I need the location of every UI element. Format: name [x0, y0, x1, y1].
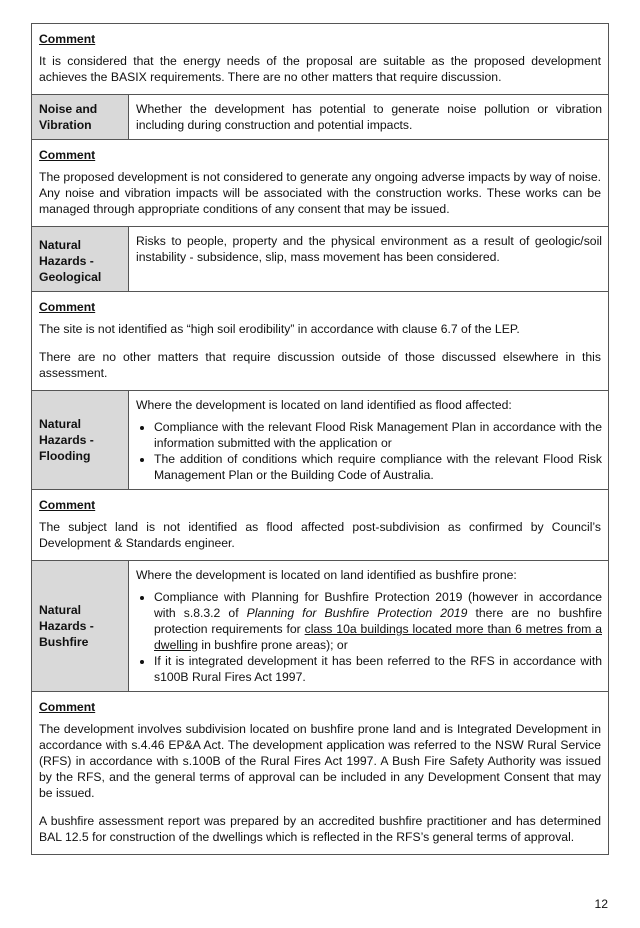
- row-label: Natural Hazards - Flooding: [32, 391, 129, 489]
- row-description: Whether the development has potential to generate noise pollution or vibration including during construction and potential impacts.: [136, 102, 602, 132]
- row-description: Where the development is located on land identified as bushfire prone:: [136, 568, 517, 582]
- comment-noise: [31, 139, 609, 226]
- comment-text: The subject land is not identified as flood affected post-subdivision as confirmed by Council’s Development & Standards engineer.: [39, 520, 601, 550]
- list-item: [154, 589, 602, 653]
- comment-text: The site is not identified as “high soil erodibility” in accordance with clause 6.7 of the LEP.: [39, 322, 520, 336]
- comment-heading: Comment: [39, 700, 96, 714]
- comment-text: A bushfire assessment report was prepared by an accredited bushfire practitioner and has determined BAL 12.5 for construction of the dwellings which is reflected in the RFS’s general terms of approval.: [39, 814, 601, 844]
- comment-energy: [31, 23, 609, 94]
- comment-heading: Comment: [39, 300, 96, 314]
- underlined-text: class 10a buildings located more than 6 metres from a dwelling: [154, 622, 602, 652]
- row-description: Risks to people, property and the physical environment as a result of geologic/soil instability - subsidence, slip, mass movement has been considered.: [136, 234, 602, 264]
- row-natural-hazards-geological: [31, 226, 609, 291]
- italic-title: Planning for Bushfire Protection 2019: [246, 606, 468, 620]
- comment-heading: Comment: [39, 32, 96, 46]
- row-label: Noise and Vibration: [32, 95, 129, 139]
- assessment-table: [31, 23, 609, 855]
- text-run: Compliance with Planning for Bushfire Protection 2019 (however in accordance with s.8.3.2 of: [154, 590, 602, 620]
- comment-flooding: [31, 489, 609, 560]
- list-item: • The addition of conditions which require compliance with the relevant Flood Risk Management Plan or the Building Code of Australia.: [154, 451, 602, 483]
- text-run: in bushfire prone areas); or: [198, 638, 348, 652]
- row-description: Where the development is located on land identified as flood affected:: [136, 398, 512, 412]
- comment-text: The proposed development is not considered to generate any ongoing adverse impacts by way of noise. Any noise and vibration impacts will be associated with the construction works. These works can be managed through appropriate conditions of any consent that may be issued.: [39, 170, 601, 216]
- comment-text: The development involves subdivision located on bushfire prone land and is Integrated Development in accordance with s.4.46 EP&A Act. The development application was referred to the NSW Rural Service (RFS) in accordance with s.100B of the Rural Fires Act 1997. A Bush Fire Safety Authority was issued by the RFS, and the general terms of approval can be included in any Development Consent that may be issued.: [39, 722, 601, 800]
- page-number: 12: [594, 897, 608, 911]
- row-noise-vibration: [31, 94, 609, 139]
- list-item: • Compliance with the relevant Flood Risk Management Plan in accordance with the information submitted with the application or: [154, 419, 602, 451]
- comment-heading: Comment: [39, 148, 96, 162]
- row-natural-hazards-bushfire: [31, 560, 609, 691]
- row-natural-hazards-flooding: [31, 390, 609, 489]
- list-item: • If it is integrated development it has been referred to the RFS in accordance with s100B Rural Fires Act 1997.: [154, 653, 602, 685]
- row-label: Natural Hazards - Bushfire: [32, 561, 129, 691]
- text-run: there are no bushfire protection requirements for: [154, 606, 602, 636]
- comment-text: There are no other matters that require discussion outside of those discussed elsewhere in this assessment.: [39, 350, 601, 380]
- criteria-list: [136, 419, 602, 483]
- comment-text: It is considered that the energy needs of the proposal are suitable as the proposed development achieves the BASIX requirements. There are no other matters that require discussion.: [39, 54, 601, 84]
- comment-heading: Comment: [39, 498, 96, 512]
- comment-bushfire: [31, 691, 609, 855]
- criteria-list: [136, 589, 602, 685]
- row-label: Natural Hazards - Geological: [32, 227, 129, 291]
- comment-geological: [31, 291, 609, 390]
